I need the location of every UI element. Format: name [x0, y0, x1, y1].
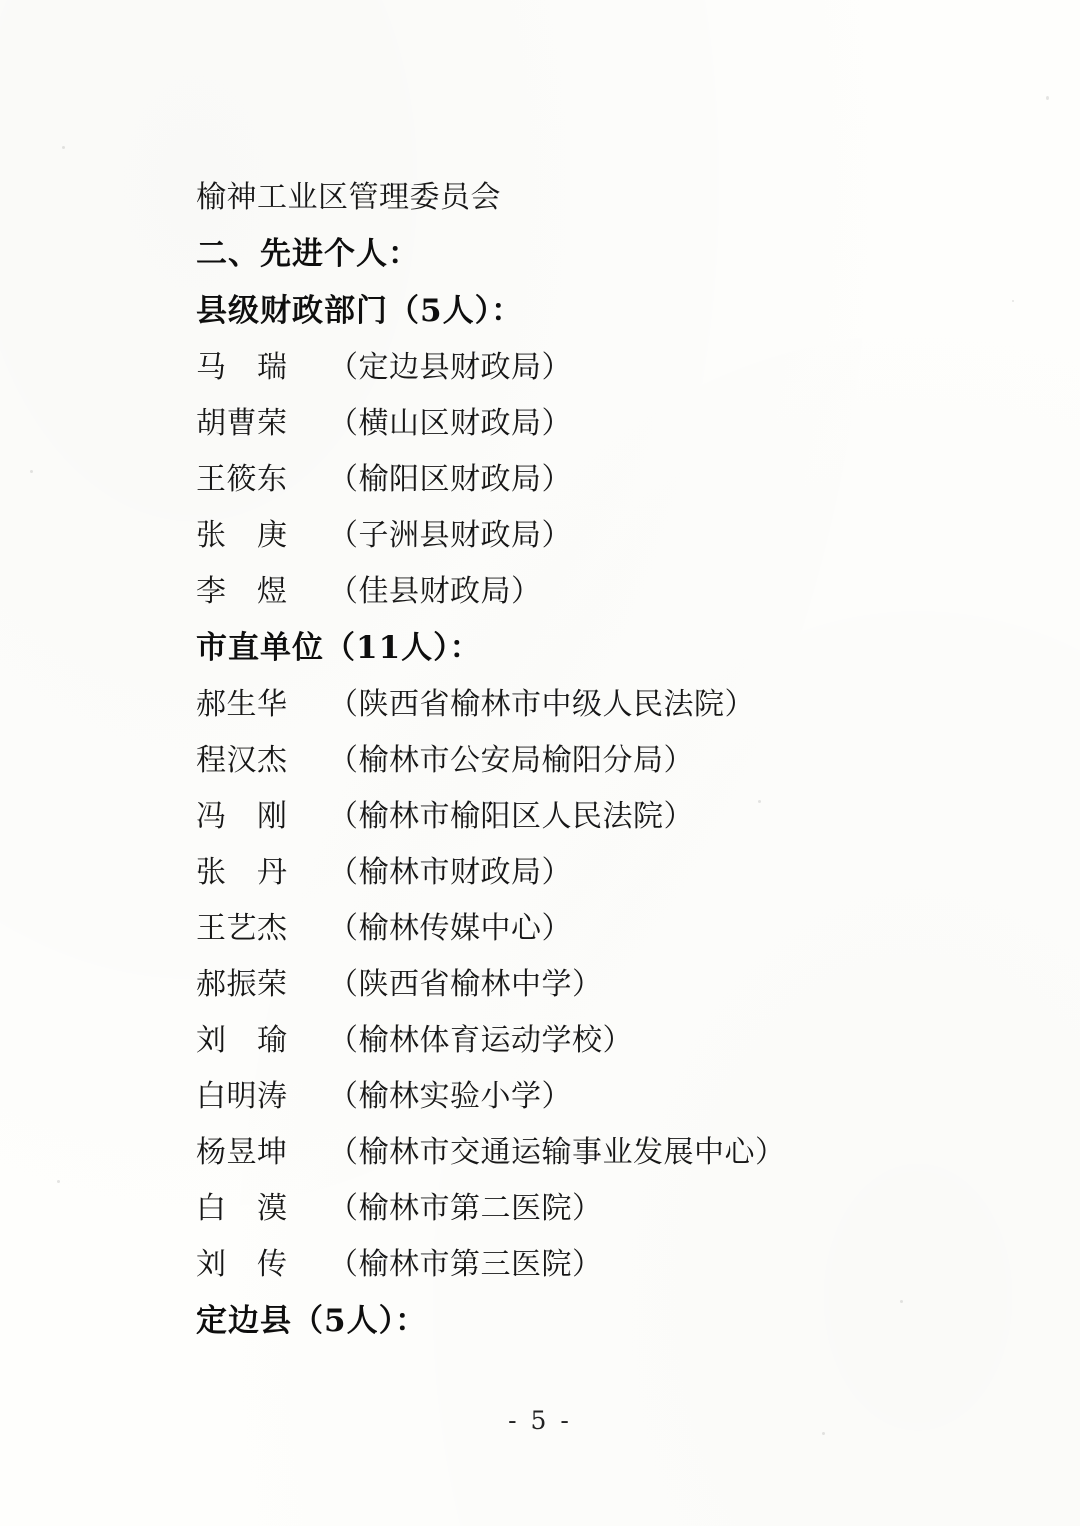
award-entry — [196, 677, 956, 733]
award-entry-name: 白明涛 — [196, 1079, 288, 1114]
award-entry — [196, 845, 956, 901]
scan-speck — [1046, 96, 1049, 100]
award-entry — [196, 1125, 956, 1181]
award-entry-name: 马 瑞 — [196, 350, 288, 385]
award-entry — [196, 564, 956, 620]
award-entry — [196, 789, 956, 845]
award-entry-org: （榆林市公安局榆阳分局） — [328, 743, 694, 778]
award-entry-name: 张 丹 — [196, 855, 288, 890]
award-entry-name: 张 庚 — [196, 518, 288, 553]
award-entry-name: 郝振荣 — [196, 967, 288, 1002]
award-entry-org: （榆阳区财政局） — [328, 462, 572, 497]
award-entry-name: 王筱东 — [196, 462, 288, 497]
award-entry-org: （榆林市第三医院） — [328, 1247, 603, 1282]
award-entry-org: （定边县财政局） — [328, 350, 572, 385]
document-body — [196, 170, 956, 1350]
award-entry-name: 杨昱坤 — [196, 1135, 288, 1170]
body-text: 榆神工业区管理委员会 — [196, 180, 501, 215]
award-entry-org: （陕西省榆林市中级人民法院） — [328, 687, 755, 722]
award-entry — [196, 452, 956, 508]
award-entry — [196, 733, 956, 789]
award-entry-org: （榆林市第二医院） — [328, 1191, 603, 1226]
award-entry-org: （榆林实验小学） — [328, 1079, 572, 1114]
award-entry-org: （榆林市榆阳区人民法院） — [328, 799, 694, 834]
award-entry-name: 冯 刚 — [196, 799, 288, 834]
award-entry — [196, 957, 956, 1013]
scan-speck — [30, 470, 33, 473]
award-entry — [196, 508, 956, 564]
scan-speck — [57, 1180, 60, 1183]
section-heading: 市直单位（11人）： — [196, 630, 482, 666]
award-entry — [196, 1013, 956, 1069]
award-entry — [196, 1069, 956, 1125]
section-heading: 县级财政部门（5人）： — [196, 293, 524, 329]
section-heading: 二、先进个人： — [196, 236, 420, 272]
award-entry-org: （榆林体育运动学校） — [328, 1023, 633, 1058]
award-entry-name: 王艺杰 — [196, 911, 288, 946]
award-entry-org: （横山区财政局） — [328, 406, 572, 441]
award-entry — [196, 1181, 956, 1237]
scan-speck — [1012, 300, 1014, 302]
award-entry-name: 李 煜 — [196, 574, 288, 609]
award-entry-org: （陕西省榆林中学） — [328, 967, 603, 1002]
award-entry — [196, 901, 956, 957]
scan-speck — [62, 146, 65, 149]
section-heading: 定边县（5人）： — [196, 1303, 428, 1339]
award-entry-org: （榆林市财政局） — [328, 855, 572, 890]
award-entry — [196, 396, 956, 452]
award-entry-org: （佳县财政局） — [328, 574, 542, 609]
award-entry-name: 胡曹荣 — [196, 406, 288, 441]
award-entry — [196, 340, 956, 396]
award-entry-name: 白 漠 — [196, 1191, 288, 1226]
award-entry-name: 郝生华 — [196, 687, 288, 722]
award-entry-org: （子洲县财政局） — [328, 518, 572, 553]
page-number: - 5 - — [508, 1406, 572, 1435]
award-entry-name: 刘 传 — [196, 1247, 288, 1282]
award-entry-name: 程汉杰 — [196, 743, 288, 778]
award-entry — [196, 1237, 956, 1293]
award-entry-name: 刘 瑜 — [196, 1023, 288, 1058]
award-entry-org: （榆林传媒中心） — [328, 911, 572, 946]
award-entry-org: （榆林市交通运输事业发展中心） — [328, 1135, 786, 1170]
